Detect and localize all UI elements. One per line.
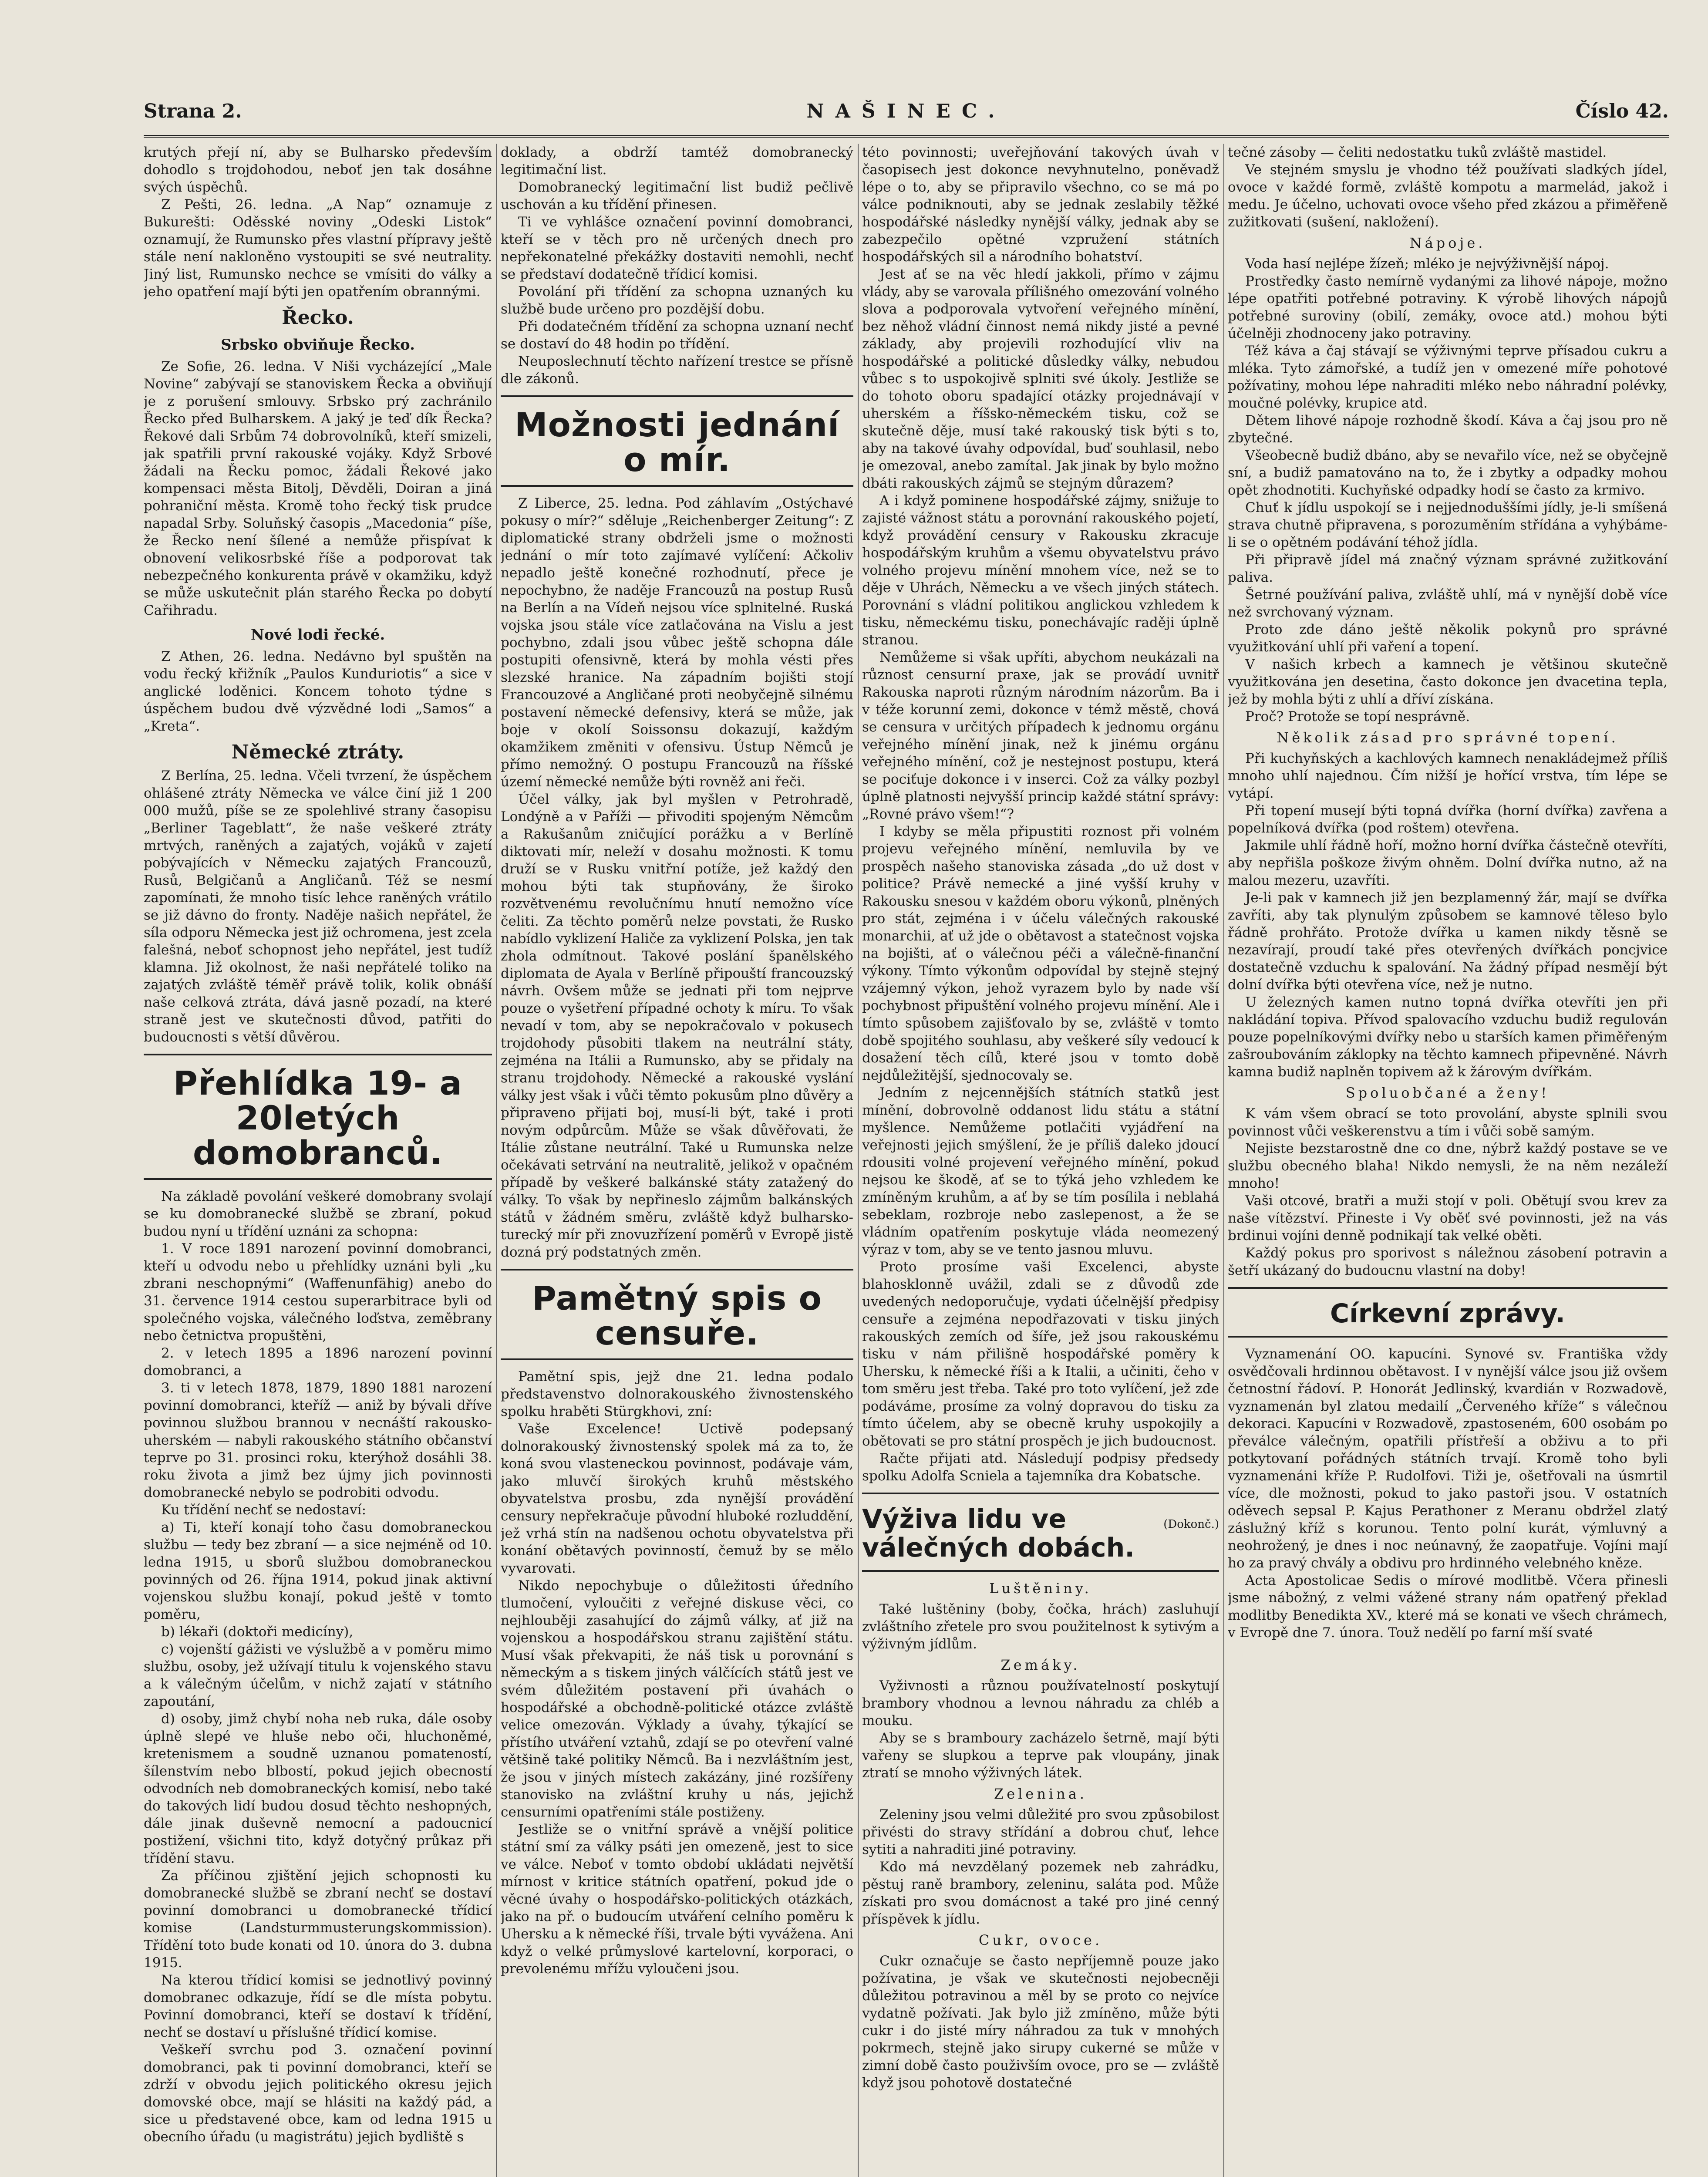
column-1 [144,144,492,2177]
paragraph: Při dodatečném třídění za schopna uznaní nechť se dostaví do 48 hodin po třídění. [501,319,853,352]
column-divider [1223,144,1224,2177]
paragraph: Každý pokus pro sporivost s náležnou zásobení potravin a šetří ukázaný do budoucnu vlastní na doby! [1228,1245,1668,1278]
paragraph: Za příčinou zjištění jejich schopnosti ku domobranecké službě se zbraní nechť se dostaví povinní domobranci u domobranecké třídicí komise (Landsturmmusterungskommission). Třídění toto bude konati od 10. února do 3. dubna 1915. [144,1868,492,1971]
paragraph: Ze Sofie, 26. ledna. V Niši vycházející „Male Novine“ zabývají se stanoviskem Řecka a obviňují je z porušení smlouvy. Srbsko prý zachránilo Řecko před Bulharskem. A jaký je teď dík Řecka? Řekové dali Srbům 74 dobrovolníků, kteří smizeli, jak spatřili první rakouské vojáky. Když Srbové žádali na Řecku pomoc, žádali Řekové jako kompensaci města Bitolj, Děvděli, Doiran a jiná pohraniční města. Kromě toho řecký tisk prudce napadal Srby. Soluňský časopis „Macedonia“ píše, že Řecko není šílené a nemůže přispívat k obnovení velikosrbské říše a podporovat tak nebezpečného konkurenta právě v okamžiku, když se může uskutečnit plán starého Řecka po dobytí Cařihradu. [144,359,492,618]
headline-box [862,1493,1219,1572]
subheading: Nápoje. [1409,235,1486,251]
paragraph: d) osoby, jimž chybí noha neb ruka, dále osoby úplně slepé ve hluše nebo oči, hluchoněmé, kretenismem a soudně uznanou pomateností, šílenstvím nebo blbostí, pokud jejich obecností odvodních neb domobraneckých komisí, nebo také do takových lidí budou dosud těchto neshopných, dále jinak duševně nemocní a padoucnicí postižení, všichni tito, když dotyčný průkaz při třídění stavu. [144,1711,492,1866]
paragraph: Cukr označuje se často nepříjemně pouze jako požívatina, je však ve skutečnosti nejobecněji důležitou potravinou a měl by se proto co nejvíce vydatně požívati. Jak bylo již zmíněno, může býti cukr i do jisté míry náhradou za tuk v mnohých pokrmech, stejně jako sirupy cukerné se může v zimní době často použivším ovoce, pro se — zvláště když jsou pohotově dostatečné [862,1953,1219,2091]
continuation-note: (Dokonč.) [1163,1518,1219,1531]
paragraph: Ti ve vyhlášce označení povinní domobranci, kteří se v těch pro ně určených dnech pro nepřekonatelné překážky dostaviti nemohli, nechť se představí dodatečně třídicí komisi. [501,214,853,282]
paragraph: Na kterou třídicí komisi se jednotlivý povinný domobranec odkazuje, řídí se dle místa pobytu. Povinní domobranci, kteří se dostaví k třídění, nechť se dostaví u příslušné třídicí komise. [144,1972,492,2040]
paragraph: tečné zásoby — čeliti nedostatku tuků zvláště mastidel. [1228,145,1607,160]
paragraph: Proč? Protože se topí nesprávně. [1245,709,1470,725]
paragraph: Račte přijati atd. Následují podpisy předsedy spolku Adolfa Scniela a tajemníka dra Kobatsche. [862,1451,1219,1484]
article-headline: Výživa lidu ve válečných dobách. [862,1504,1135,1563]
paragraph: Prostředky často nemírně vydanými za lihové nápoje, možno lépe opatřiti potřebné potraviny. K výrobě lihových nápojů potřebné suroviny (obilí, zemáky, ovoce atd.) mohou býti účelněji zhodnoceny jako potraviny. [1228,273,1668,341]
paragraph: Povolání při třídění za schopna uznaných ku službě bude určeno pro pozdější dobu. [501,284,853,317]
paragraph: A i když pominene hospodářské zájmy, snižuje to zajisté vážnost státu a porovnání rakouského pojetí, když provádění censury v Rakousku zkracuje hospodářským kruhům a všemu obyvatelstvu právo volného projevu mínění mnohem více, než se to děje v Uhrách, Německu a ve všech jiných státech. Porovnání s vládní politikou anglickou vzhledem k tisku, německému tisku, ponechávajíc raději úplně stranou. [862,493,1219,648]
paragraph: krutých přejí ní, aby se Bulharsko především dohodlo s trojdohodou, neboť jen tak dosáhne svých úspěchů. [144,145,492,195]
paragraph: Chuť k jídlu uspokojí se i nejjednoduššími jídly, je-li smíšená strava chutně připravena, s porozuměním střídána a vyhýbáme-li se o opětném podávání téhož jídla. [1228,500,1668,550]
headline-box [144,1054,492,1180]
column-2 [501,144,853,2177]
article-headline: Možnosti jednání o mír. [514,405,839,479]
masthead [144,100,1669,139]
paragraph: Vyznamenání OO. kapucíni. Synové sv. Františka vždy osvědčovali hrdinnou obětavost. I v nynější válce jsou již ovšem četnostní řádoví. P. Honorát Jedlinský, kvardián v Rozwadově, vyznamenán byl zlatou medailí „Červeného kříže“ s válečnou dekoraci. Kapucíni v Rozwadově, zpastoseném, 600 osobám po převálce válečným, opatřili přístřeší a obživu a to při potkytovaní pořádných státních trvají. Kromě toho byli vyznamenáni kříže P. Rudolfovi. Tiži je, ošetřovali na úsmrtil více, dle možnosti, pokud to jako pastoři jsou. V ostatních oděvech sepsal P. Kajus Perathoner z Meranu obdržel zlatý záslužný kříž s korunou. Tento polní kurát, výmluvný a neohrožený, je dnes i noc neúnavný, že zaopatřuje. Vojíni mají ho za pravý chvály a obdivu pro hrdinného velebného kněze. [1228,1346,1668,1571]
paragraph: I kdyby se měla připustiti roznost při volném projevu veřejného mínění, nemluvila by ve prospěch našeho stanoviska zásada „do už dost v politice? Právě nemecké a jiné vyšší kruhy v Rakousku snesou v každém oboru výkonů, plněných pro stát, zejména i v účelu válečných rakouské monarchii, ať už jde o obětavost a statečnost vojska na bojišti, ať o válečnou péči a válečně-finanční výkony. Tímto výkonům odpovídal by stejně stejný vzájemný výkon, jehož vyrazem bylo by nade vší pochybnost připuštění volného projevu mínění. Ale i tímto spůsobem zajišťovalo by se, zvláště v tomto době spojitého souhlasu, aby veškeré síly vedoucí k dosažení těch cílů, které jsou v tomto době nejdůležitější, sjednocovaly se. [862,824,1219,1083]
article-headline: Přehlídka 19- a 20letých domobranců. [173,1064,462,1172]
paragraph: Jakmile uhlí řádně hoří, možno horní dvířka částečně otevříti, aby nepřišla poškoze živým ohněm. Dolní dvířka nutno, až na malou mezeru, uzavříti. [1228,838,1668,888]
paragraph: U železných kamen nutno topná dvířka otevříti jen při nakládání topiva. Přívod spalovacího vzduchu budiž regulován pouze popelníkovými dvířky nebo u starších kamen přiměřeným zašroubováním záklopky na těchto kamnech připevněné. Návrh kamna budiž naplněn topivem až k žárovým dvířkám. [1228,994,1668,1080]
headline-box [501,395,853,487]
paragraph: Také luštěniny (boby, čočka, hrách) zasluhují zvláštního zřetele pro svou použitelnost k sytivým a výživným jídlům. [862,1601,1219,1652]
paragraph: Dětem lihové nápoje rozhodně škodí. Káva a čaj jsou pro ně zbytečné. [1228,413,1668,446]
paragraph: Na základě povolání veškeré domobrany svolají se ku domobranecké službě se zbraní, pokud budou nyní u třídění uznáni za schopna: [144,1189,492,1239]
paragraph: Též káva a čaj stávají se výživnými teprve přísadou cukru a mléka. Tyto zámořské, a tudíž jen v omezené míře pohotové požívatiny, mohou lépe nahraditi mléko nebo náhradní polévky, moučné polévky, krupice atd. [1228,343,1668,411]
paragraph: K vám všem obrací se toto provolání, abyste splnili svou povinnost vůči veškerenstvu a tím i vůči sobě samým. [1228,1106,1668,1139]
paragraph: Z Berlína, 25. ledna. Včeli tvrzení, že úspěchem ohlášené ztráty Německa ve válce činí již 1 200 000 mužů, píše se ze spolehlivé strany časopisu „Berliner Tageblatt“, že naše veškeré ztráty mrtvých, raněných a zajatých, vojáků v zajetí pobývajících v Německu zajatých Francouzů, Rusů, Belgičanů a Angličanů. Též se nesmí zapomínati, že mnoho tisíc lehce raněných vrátilo se již dávno do fronty. Naděje našich nepřátel, že síla odporu Německa jest již ochromena, jest zcela falešná, neboť schopnost jeho nepřátel, jest tudíž klamna. Již okolnost, že naši nepřátelé toliko na zajatých zvláště téměř právě tolik, kolik obnáší naše celková ztráta, dává jasně pozadí, na které straně jest ve skutečnosti důvod, patřiti do budoucnosti s větší důvěrou. [144,768,492,1045]
subheading: Nové lodi řecké. [250,626,385,644]
paragraph: Pamětní spis, jejž dne 21. ledna podalo představenstvo dolnorakouského živnostenského spolku hraběti Stürgkhovi, zní: [501,1369,853,1419]
paragraph: Ve stejném smyslu je vhodno též používati sladkých jídel, ovoce v každé formě, zvláště kompotu a marmelád, jakož i medu. Je účelno, uchovati ovoce všeho před zkázou a přiměřeně zužitkovati (sušení, nakložení). [1228,162,1668,230]
column-divider [496,144,497,2177]
article-headline: Pamětný spis o censuře. [532,1279,822,1352]
paragraph: Voda hasí nejlépe žízeň; mléko je nejvýživnější nápoj. [1245,256,1609,272]
paragraph: Nikdo nepochybuje o důležitosti úředního tlumočení, vyloučiti z veřejné diskuse věci, co nejhlouběji zasahující do zájmů války, ať již na vojenskou a hospodářskou stranu zajištění státu. Musí však překvapiti, že náš tisk u porovnání s německým a s tiskem jiných válčících států jest ve svém důležitém postavení při úvahách o hospodářské a obchodně-politické otázce zvláště velice omezován. Výklady a úvahy, týkající se přístího utváření vztahů, zdají se po otevření valné většině také politiky Němců. Ba i nezvláštním jest, že jsou v jiných místech zakázány, jiné rozšířeny stanovisko na zvláštní kruhy u nás, jejichž censurními opatřeními stále postiženy. [501,1578,853,1820]
paragraph: Při připravě jídel má značný význam správné zužitkování paliva. [1228,552,1668,585]
paragraph: Účel války, jak byl myšlen v Petrohradě, Londýně a v Paříži — přivoditi spojeným Němcům a Rakušanům zničující porážku a v Berlíně diktovati mír, neleží v dosahu možnosti. K tomu druží se v Rusku vnitřní potíže, jež každý den mohou býti tak stupňovány, že široko rozvětvenému revolučnímu hnutí nemožno více čeliti. Za těchto poměrů nelze povstati, že Rusko nabídlo vyklizení Haliče za vyklizení Polska, jen tak zhola odmítnout. Takové poslání španělského diplomata de Ayala v Berlíně připouští francouzský návrh. Ovšem může se jednati při tom nejprve pouze o vyšetření případné ochoty k míru. To však nevadí v tom, aby se nepokračovalo v pokusech trojdohody působiti tlakem na neutrální státy, zejména na Itálii a Rumunsko, aby se přidaly na stranu trojdohody. Německé a rakouské vyslání války jest však i vůči těmto pokusům plno důvěry a připraveno přijati boj, musí-li být, také i proti novým odpůrcům. Může se však důvěřovati, že Itálie zůstane neutrální. Také u Rumunska nelze očekávati setrvání na neutralitě, jelikož v opačném případě by veškeré balkánské státy zatažený do války. To však by nepřineslo zájmům balkánských států v žádném směru, zvláště když bulharsko-turecký mír při znovuzřízení poměrů v Evropě jistě dozná prý podstatných změn. [501,792,853,1260]
subheading: Cukr, ovoce. [978,1932,1103,1948]
paragraph: V našich krbech a kamnech je většinou skutečně využitkována jen desetina, často dokonce jen dvacetina tepla, jež by mohla býti z uhlí a dříví získána. [1228,657,1668,707]
subheading: Zemáky. [1001,1657,1081,1673]
paragraph: Proto prosíme vaši Excelenci, abyste blahosklonně uvážil, zdali se z důvodů zde uvedených nedoporučuje, vydati účelnější předpisy censuře a zejména nepodřazovati v tisku jiných rakouských zemích od šíře, jež jsou rakouskému tisku v nám přilišně hospodářské poměry k Uhersku, k německé říši a k Italii, a učiniti, čeho v tom směru jest třeba. Také pro toto vylíčení, jež zde podáváme, prosíme za volný dopravou do tisku za tímto účelem, aby se obecně kruhy uspokojily a obětovati se pro státní prospěch je jich budoucnost. [862,1259,1219,1449]
paragraph: Proto zde dáno ještě několik pokynů pro správné využitkování uhlí při vaření a topení. [1228,622,1668,655]
subheading: Několik zásad pro správné topení. [1277,729,1619,746]
paragraph: Všeobecně budiž dbáno, aby se nevařilo více, než se obyčejně sní, a budiž pamatováno na to, že i zbytky a odpadky mohou opět zhodnotiti. Kuchyňské odpadky hodí se často za krmivo. [1228,448,1668,498]
paragraph: Domobranecký legitimační list budiž pečlivě uschován a ku třídění přinesen. [501,179,853,212]
column-divider [858,144,859,2177]
paragraph: Je-li pak v kamnech již jen bezplamenný žár, mají se dvířka zavříti, aby tak plynulým způsobem se kamnové těleso bylo řádně prohřáto. Protože dvířka u kamen nikdy těsně se nezavírají, proudí také přes otevřených dvířkách poncjvice dostatečně vzduchu k spalování. Na žádný případ nesmějí být dolní dvířka býti otevřena více, než je nutno. [1228,890,1668,993]
headline-box [1228,1287,1668,1338]
paragraph: a) Ti, kteří konají toho času domobraneckou službu — tedy bez zbraní — a sice nejméně od 10. ledna 1915, u sborů službou domobraneckou povinných od 26. října 1914, pokud jinak aktivní vojenskou službu konají, pokud ještě v tomto poměru, [144,1520,492,1622]
paragraph: Kdo má nevzdělaný pozemek neb zahrádku, pěstuj raně brambory, zeleninu, saláta pod. Může získati pro svou domácnost a také pro jiné cenný příspěvek k jídlu. [862,1859,1219,1927]
paragraph: Neuposlechnutí těchto nařízení trestce se přísně dle zákonů. [501,354,853,387]
page-number: Strana 2. [144,100,242,122]
paragraph: Nejiste bezstarostně dne co dne, nýbrž každý postave se ve službu obecného blaha! Nikdo nemysli, že na něm nezáleží mnoho! [1228,1141,1668,1191]
column-4 [1228,144,1668,2177]
paragraph: Při topení musejí býti topná dvířka (horní dvířka) zavřena a popelníková dvířka (pod roštem) otevřena. [1228,803,1668,836]
paragraph: Při kuchyňských a kachlových kamnech nenakládejmež příliš mnoho uhlí najednou. Čím nižší je hořící vrstva, tím lépe se vytápí. [1228,751,1668,801]
paragraph: Vaši otcové, bratři a muži stojí v poli. Obětují svou krev za naše vítězství. Přineste i Vy oběť své povinnosti, jež na vás brdinui vojíni denně podnikají tak velké oběti. [1228,1193,1668,1244]
paragraph: Z Liberce, 25. ledna. Pod záhlavím „Ostýchavé pokusy o mír?“ sděluje „Reichenberger Zeitung“: Z diplomatické strany obdrželi jsme o možnosti jednání o mír toto zajímavé vylíčení: Ačkoliv nepadlo ještě konečné rozhodnutí, přece je nepochybno, že naděje Francouzů na postup Rusů na Berlín a na Vídeň nejsou více splnitelné. Ruská vojska jsou stále více zatlačována na Vislu a jest pochybno, zdali jsou vůbec ještě schopna dále postupiti ofensivně, která by mohla vésti přes slezské hranice. Na západním bojišti stojí Francouzové a Angličané proti neobyčejně silnému postavení německé defensivy, která se může, jak boje v okolí Soissonsu dokazují, každým okamžikem změniti v ofensivu. Ústup Němců je přímo nemožný. O postupu Francouzů na říšské území německé nemůže býti rovněž ani řeči. [501,495,853,790]
paragraph: Zeleniny jsou velmi důležité pro svou způsobilost přivésti do stravy střídání a dobrou chuť, lehce sytiti a nahraditi jiné potraviny. [862,1807,1219,1857]
header-rule [144,135,1669,138]
paragraph: doklady, a obdrží tamtéž domobranecký legitimační list. [501,145,853,178]
subheading: Spoluobčané a ženy! [1345,1085,1550,1101]
paragraph: Aby se s bramboury zacházelo šetrně, mají býti vařeny se slupkou a teprve pak vloupány, jinak ztratí se mnoho výživných látek. [862,1730,1219,1781]
paragraph: Jedním z nejcennějších státních statků jest mínění, dobrovolně oddanost lidu státu a státní myšlence. Nemůžeme potlačiti vyjádření na veřejnosti jejich smýšlení, že je příliš daleko jdoucí rdousiti volné projevení veřejného mínění, pokud nejsou ke škodě, ať se to týká jeho vzhledem ke zmíněným kruhům, a ať by se tím posílila i neblahá sebeklam, rozbroje nebo zaslepenost, a že se vládním opatřením poskytuje vláda neomezený výraz v tom, aby se ve tento jasnou mluvu. [862,1085,1219,1257]
subheading: Luštěniny. [989,1580,1092,1597]
paragraph: Jest ať se na věc hledí jakkoli, přímo v zájmu vlády, aby se varovala přílišného omezování volného slova a podporovala vytvoření veřejného mínění, bez něhož vládní činnost nemá nikdy jisté a pevné základy, aby projevili rozhodující vliv na hospodářské a politické důsledky války, nebudou vůbec s to uspokojivě splniti své úkoly. Jestliže se do tohoto oboru spadající otázky projednávají v uherském a říšsko-německém tisku, což se skutečně děje, musí také rakouský tisk býti s to, aby na takové úvahy odpovídal, buď souhlasil, nebo je omezoval, anebo zamítal. Jak jinak by bylo možno dbáti rakouských zájmů se stejným důrazem? [862,266,1219,491]
article-headline: Církevní zprávy. [1330,1298,1565,1329]
headline-box [501,1269,853,1360]
paragraph: Jestliže se o vnitřní správě a vnější politice státní smí za války psáti jen omezeně, jest to sice ve válce. Neboť v tomto období ukládati největší mírnost v kritice státních opatření, pokud jde o věcné úvahy o hospodářsko-politických otázkách, jako na př. o budoucím utváření celního poměru k Uhersku a k německé říši, trvale býti vyvážena. Ani když o velké průmyslové kartelovní, korporaci, o prevolenému mřížu vyloučeni jsou. [501,1822,853,1977]
paragraph: Vyživnosti a různou používatelností poskytují brambory vhodnou a levnou náhradu za chléb a mouku. [862,1678,1219,1729]
paragraph: Veškeří svrchu pod 3. označení povinní domobranci, pak ti povinní domobranci, kteří se zdrží v obvodu jejich politického okresu jejich domovské obce, mají se hlásiti na každý pád, a sice u představené obce, kam od ledna 1915 u obecního úřadu (u magistrátu) jejich bydliště s [144,2042,492,2145]
paragraph: Acta Apostolicae Sedis o mírové modlitbě. Včera přinesli jsme nábožný, z velmi vážené strany nám opatřený překlad modlitby Benedikta XV., které má se konati ve všech chrámech, v Evropě dne 7. února. Touž nedělí po farní mší svaté [1228,1573,1668,1641]
paragraph: Nemůžeme si však upříti, abychom neukázali na různost censurní praxe, jak se provádí uvnitř Rakouska naproti různým národním názorům. Ba i v téže korunní zemi, dokonce v témž městě, chová se censura v určitých případech k jednomu orgánu veřejného mínění jinak, než k jinému orgánu veřejného mínění, což je nestejnost postupu, která se pociťuje dokonce i v inserci. Což za války pozbyl úplně platnosti nejvyšší princip každé státní správy: „Rovné právo všem!“? [862,650,1219,822]
paragraph: Z Athen, 26. ledna. Nedávno byl spuštěn na vodu řecký křižník „Paulos Kunduriotis“ a sice v anglické loděnici. Koncem tohoto týdne s úspěchem budou dvě výzvědné lodi „Samos“ a „Kreta“. [144,649,492,734]
paragraph: 2. v letech 1895 a 1896 narození povinní domobranci, a [144,1345,492,1378]
paragraph: Šetrné používání paliva, zvláště uhlí, má v nynější době více než svrchovaný význam. [1228,587,1668,620]
section-heading: Německé ztráty. [231,741,404,763]
issue-number: Číslo 42. [1575,100,1669,122]
paragraph: Ku třídění nechť se nedostaví: [161,1502,367,1518]
column-3 [862,144,1219,2177]
newspaper-title: NAŠINEC. [806,100,1006,122]
paragraph: Vaše Excelence! Uctivě podepsaný dolnorakouský živnostenský spolek má za to, že koná svou vlasteneckou povinnost, podávaje vám, jako mluvčí širokých kruhů městského obyvatelstva prosbu, zda nynější provádění censury nepřekračuje původní hluboké rozluddění, jež vrhá stín na nadšenou ochotu obyvatelstva při konání obětavých povinností, čemuž by se mělo vyvarovati. [501,1421,853,1576]
paragraph: Z Pešti, 26. ledna. „A Nap“ oznamuje z Bukurešti: Oděsské noviny „Odeski Listok“ oznamují, že Rumunsko přes vlastní přípravy ještě stále není nakloněno vystoupiti se své neutrality. Jiný list, Rumunsko nechce se vmísiti do války a jeho opatření mají býti jen opatřením obrannými. [144,197,492,300]
section-heading: Řecko. [282,307,354,329]
paragraph: 3. ti v letech 1878, 1879, 1890 1881 narození povinní domobranci, kteříž — aniž by bývali dříve povinnou službou brannou v necnáští rakousko-uherském — nabyli rakouského státního občanství teprve po 31. prosinci roku, kterýhož dosáhli 38. roku života a jimž bez újmy jich povinnosti domobranecké nebylo se podrobiti odvodu. [144,1380,492,1500]
subheading: Srbsko obviňuje Řecko. [221,336,415,354]
paragraph: 1. V roce 1891 narození povinní domobranci, kteří u odvodu nebo u přehlídky uznáni byli „ku zbrani neschopnými“ (Waffenunfähig) anebo do 31. července 1914 cestou superarbitrace byli od společného vojska, válečného loďstva, zeměbrany nebo četnictva propuštěni, [144,1241,492,1344]
paragraph: c) vojenští gážisti ve výslužbě a v poměru mimo službu, osoby, jež užívají titulu k vojenského stavu a k válečným účelům, v nichž zajatí v státního zapoutání, [144,1641,492,1709]
paragraph: b) lékaři (doktoři medicíny), [161,1624,354,1640]
paragraph: této povinnosti; uveřejňování takových úvah v časopisech jest dokonce nevyhnutelno, poněvadž lépe o to, aby se připravilo všechno, co se má po válce podniknouti, aby se jednak zeslabily těžké hospodářské následky nynější války, jednak aby se zabezpečilo opětné vzpružení státních hospodářských sil a národního bohatství. [862,145,1219,265]
subheading: Zelenina. [994,1786,1088,1802]
